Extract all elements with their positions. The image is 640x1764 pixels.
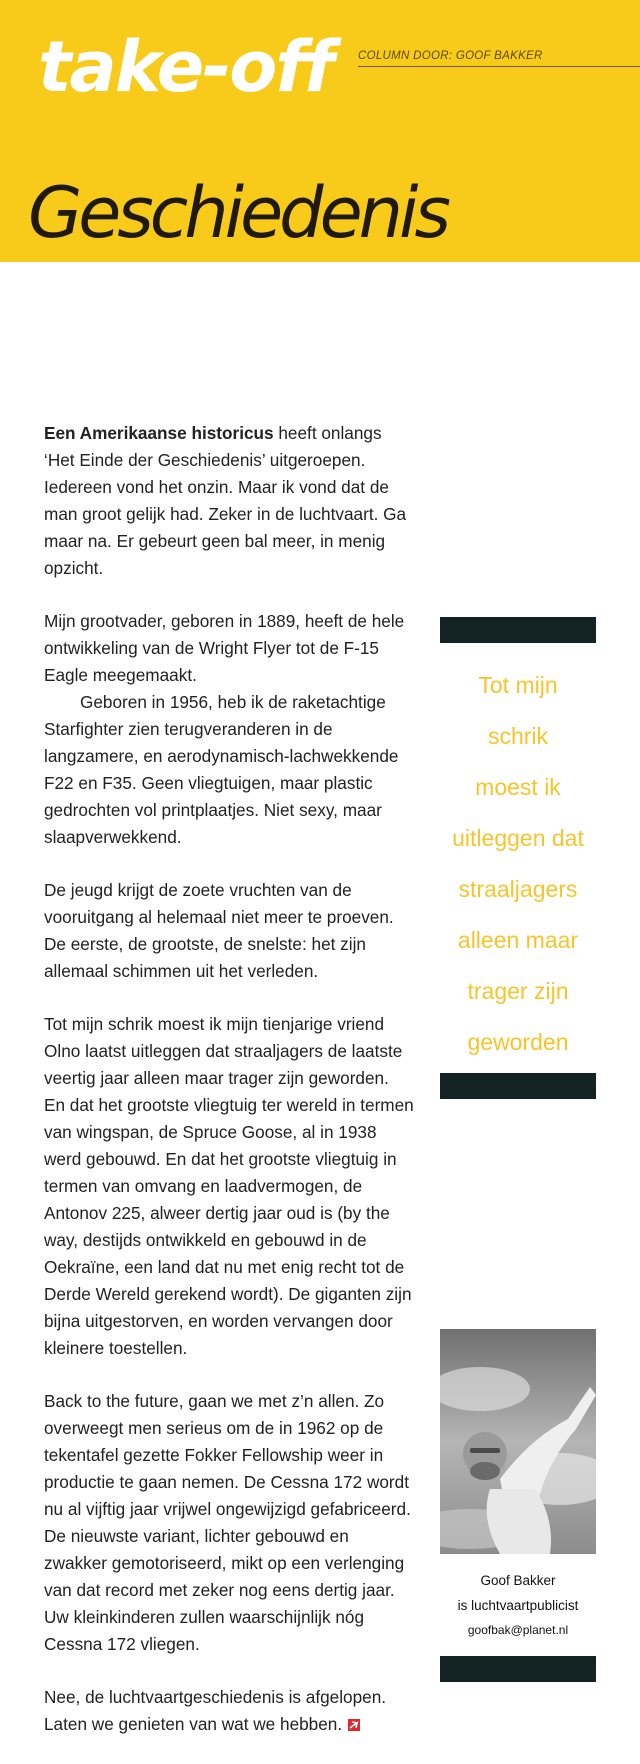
byline-divider	[358, 66, 640, 67]
page-title: Geschiedenis	[28, 172, 447, 254]
pullquote-line: Tot mijn	[478, 672, 558, 698]
pullquote-line: schrik	[487, 723, 549, 749]
paragraph-4: Tot mijn schrik moest ik mijn tienjarige vriend Olno laatst uitleggen dat straaljagers de laatste veertig jaar alleen maar trager zijn geworden. En dat het grootste vliegtuig ter wereld in termen van wingspan, de Spruce Goose, al in 1938 werd gebouwd. En dat het grootste vliegtuig in termen van omvang en laadvermogen, de Antonov 225, alweer dertig jaar oud is (by the way, destijds ontwikkeld en gebouwd in de Oekraïne, een land dat nu met enig recht tot de Derde Wereld gerekend wordt). De giganten zijn bijna uitgestorven, en worden vervangen door kleinere toestellen.	[44, 1014, 414, 1358]
pullquote-line: geworden	[467, 1029, 569, 1055]
author-photo-icon	[440, 1329, 596, 1554]
author-caption	[440, 1568, 596, 1643]
pullquote-top-bar	[440, 617, 596, 643]
author-photo-graphic	[440, 1329, 596, 1554]
pullquote	[440, 660, 596, 1068]
paragraph-2	[44, 608, 414, 851]
pullquote-line: moest ik	[475, 774, 561, 800]
lead-in: Een Amerikaanse historicus	[44, 423, 274, 443]
column-byline: COLUMN DOOR: GOOF BAKKER	[358, 50, 543, 62]
paragraph-1	[44, 420, 414, 582]
column-kicker: take-off	[38, 26, 333, 108]
paragraph-6	[44, 1684, 414, 1738]
paragraph-2b-text: Geboren in 1956, heb ik de raketachtige Starfighter zien terugveranderen in de langzamere, en aerodynamisch-lachwekkende F22 en F35. Geen vliegtuigen, maar plastic gedrochten vol printplaatjes. Niet sexy, maar slaapverwekkend.	[44, 692, 399, 847]
author-name: Goof Bakker	[480, 1573, 556, 1588]
paragraph-5: Back to the future, gaan we met z’n allen. Zo overweegt men serieus om de in 1962 op de tekentafel gezette Fokker Fellowship weer in productie te gaan nemen. De Cessna 172 wordt nu al vijftig jaar vrijwel ongewijzigd gefabriceerd. De nieuwste variant, lichter gebouwd en zwakker gemotoriseerd, mikt op een verlenging van dat record met zeker nog eens dertig jaar. Uw kleinkinderen zullen waarschijnlijk nóg Cessna 172 vliegen.	[44, 1391, 411, 1654]
paragraph-2a-text: Mijn grootvader, geboren in 1889, heeft de hele ontwikkeling van de Wright Flyer tot de F-15 Eagle meegemaakt.	[44, 611, 405, 685]
author-role: is luchtvaartpublicist	[457, 1598, 579, 1613]
pullquote-bottom-bar	[440, 1073, 596, 1099]
paragraph-1-text: heeft onlangs ‘Het Einde der Geschiedenis’ uitgeroepen. Iedereen vond het onzin. Maar ik vond dat de man groot gelijk had. Zeker in de luchtvaart. Ga maar na. Er gebeurt geen bal meer, in menig opzicht.	[44, 423, 407, 578]
header-banner	[0, 0, 640, 262]
author-email: goofbak@planet.nl	[467, 1623, 569, 1637]
pullquote-line: straaljagers	[458, 876, 578, 902]
pullquote-line: uitleggen dat	[452, 825, 584, 851]
paragraph-3: De jeugd krijgt de zoete vruchten van de vooruitgang al helemaal niet meer te proeven. De eerste, de grootste, de snelste: het zijn allemaal schimmen uit het verleden.	[44, 880, 394, 981]
paragraph-6-text: Nee, de luchtvaartgeschiedenis is afgelopen. Laten we genieten van wat we hebben.	[44, 1687, 387, 1734]
article-body	[44, 420, 414, 1764]
pullquote-line: alleen maar	[457, 927, 579, 953]
footer-bar	[440, 1656, 596, 1682]
pullquote-line: trager zijn	[467, 978, 569, 1004]
airplane-end-mark-icon	[348, 1719, 360, 1731]
